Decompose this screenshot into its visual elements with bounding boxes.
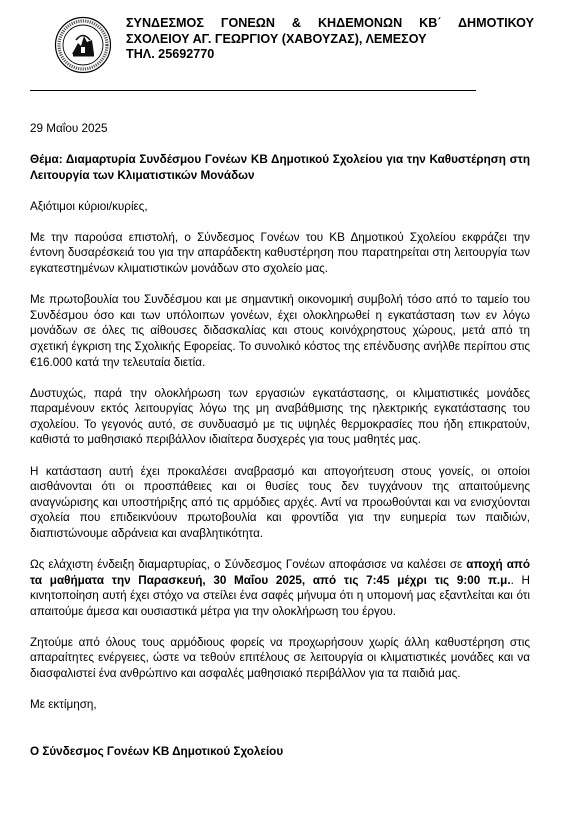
organization-name-line1: ΣΥΝΔΕΣΜΟΣ ΓΟΝΕΩΝ & ΚΗΔΕΜΟΝΩΝ ΚΒ΄ ΔΗΜΟΤΙΚΟΥ: [126, 16, 534, 30]
association-seal-icon: [54, 16, 112, 74]
letter-paragraph-1: Με την παρούσα επιστολή, ο Σύνδεσμος Γονέων του ΚΒ Δημοτικού Σχολείου εκφράζει την έντονη δυσαρέσκειά του για την απαράδεκτη καθυστέρηση που παρατηρείται στη λειτουργία των εγκατεστημένων κλιματιστικών μονάδων στο σχολείο μας.: [30, 230, 530, 276]
letter-salutation: Αξιότιμοι κύριοι/κυρίες,: [30, 199, 148, 213]
letter-date: 29 Μαΐου 2025: [30, 122, 108, 135]
organization-header: [126, 16, 534, 63]
paragraph-5-outro: . Η κινητοποίηση αυτή έχει στόχο να στείλει ένα σαφές μήνυμα ότι η υπομονή μας εξαντλείται και ότι απαιτούμε άμεσα και ουσιαστικά μέτρα για την ολοκλήρωση του έργου.: [30, 573, 530, 618]
organization-phone: ΤΗΛ. 25692770: [126, 47, 215, 61]
letter-paragraph-5: [30, 557, 530, 619]
letter-paragraph-6: Ζητούμε από όλους τους αρμόδιους φορείς να προχωρήσουν χωρίς άλλη καθυστέρηση στις απαραίτητες ενέργειες, ώστε να τεθούν επιτέλους σε λειτουργία οι κλιματιστικές μονάδες και να διασφαλιστεί ένα ανθρώπινο και ασφαλές μαθησιακό περιβάλλον για τα παιδιά μας.: [30, 635, 530, 681]
header-divider: [30, 90, 476, 91]
letter-closing: Με εκτίμηση,: [30, 698, 97, 712]
organization-name-line2: ΣΧΟΛΕΙΟΥ ΑΓ. ΓΕΩΡΓΙΟΥ (ΧΑΒΟΥΖΑΣ), ΛΕΜΕΣΟΥ: [126, 31, 427, 46]
letter-paragraph-4: Η κατάσταση αυτή έχει προκαλέσει αναβρασμό και απογοήτευση στους γονείς, οι οποίοι αισθάνονται ότι οι προσπάθειες και οι θυσίες τους δεν τυγχάνουν της απαιτούμενης αναγνώρισης και υποστήριξης από τις αρμόδιες αρχές. Αντί να προωθούνται και να ενισχύονται σχολεία που επιδεικνύουν πρωτοβουλία και φροντίδα για την ευημερία των παιδιών, διαπιστώνουμε αδράνεια και αναβλητικότητα.: [30, 464, 530, 540]
letter-subject: Θέμα: Διαμαρτυρία Συνδέσμου Γονέων ΚΒ Δημοτικού Σχολείου για την Καθυστέρηση στη Λειτουργία των Κλιματιστικών Μονάδων: [30, 153, 530, 182]
letter-paragraph-2: Με πρωτοβουλία του Συνδέσμου και με σημαντική οικονομική συμβολή τόσο από το ταμείο του Συνδέσμου όσο και των υπόλοιπων γονέων, έχει ολοκληρωθεί η εγκατάσταση των εν λόγω μονάδων σε όλες τις αίθουσες διδασκαλίας και στους κοινόχρηστους χώρους, μετά από τη σχετική έγκριση της Σχολικής Εφορείας. Το συνολικό κόστος της επένδυσης ανήλθε περίπου στις €16.000 κατά την τελευταία διετία.: [30, 293, 530, 369]
paragraph-5-intro: Ως ελάχιστη ένδειξη διαμαρτυρίας, ο Σύνδεσμος Γονέων αποφάσισε να καλέσει σε: [30, 557, 467, 571]
paragraph-5-strike-notice: αποχή από τα μαθήματα την Παρασκευή, 30 Μαΐου 2025, από τις 7:45 μέχρι τις 9:00 π.μ.: [30, 557, 530, 587]
letterhead: [54, 16, 534, 72]
letter-signature: Ο Σύνδεσμος Γονέων ΚΒ Δημοτικού Σχολείου: [30, 744, 284, 758]
letter-paragraph-3: Δυστυχώς, παρά την ολοκλήρωση των εργασιών εγκατάστασης, οι κλιματιστικές μονάδες παραμένουν εκτός λειτουργίας λόγω της μη αναβάθμισης της ηλεκτρικής εγκατάστασης του σχολείου. Το γεγονός αυτό, σε συνδυασμό με τις υψηλές θερμοκρασίες που ήδη επικρατούν, καθιστά το μαθησιακό περιβάλλον ιδιαίτερα δυσχερές για τους μαθητές μας.: [30, 386, 530, 447]
letter-body: [30, 121, 530, 775]
